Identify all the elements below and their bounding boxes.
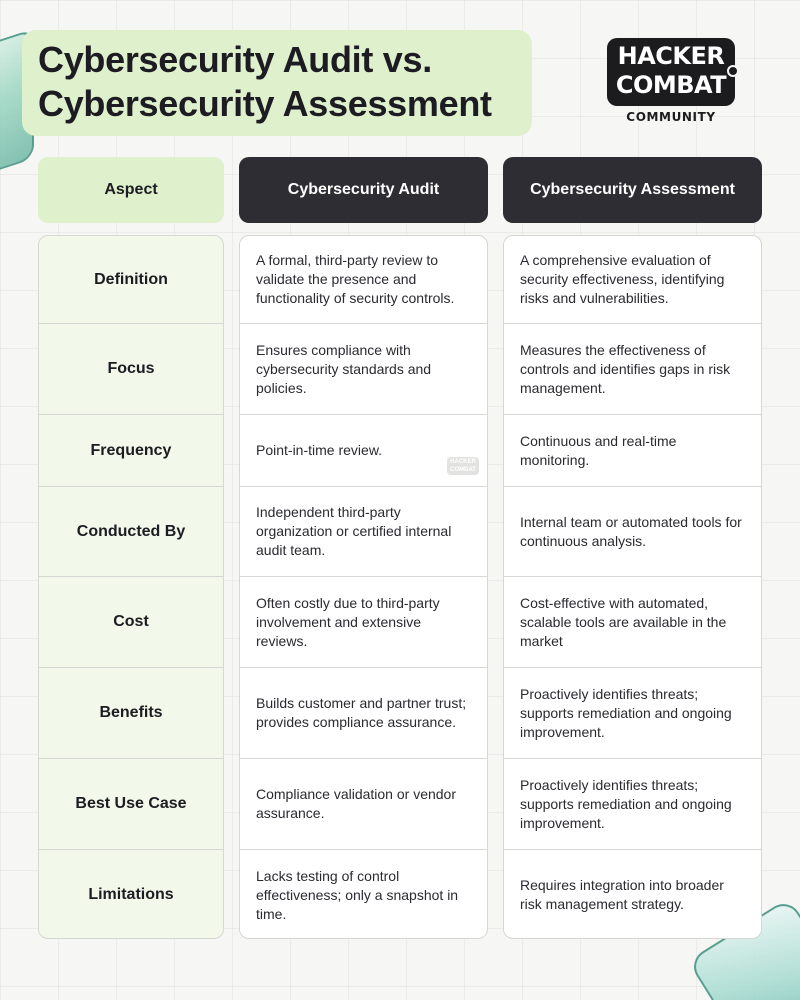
logo-subtitle: COMMUNITY [626, 110, 716, 124]
audit-cell [240, 849, 487, 939]
aspect-cell: Limitations [39, 849, 223, 939]
page-title-line-1: Cybersecurity Audit vs. [38, 39, 432, 80]
header-cybersecurity-audit: Cybersecurity Audit [239, 157, 488, 223]
assessment-cell [504, 758, 761, 849]
aspect-cell: Benefits [39, 667, 223, 758]
aspect-cell: Definition [94, 270, 168, 288]
assessment-cell [504, 323, 761, 414]
assessment-cell-text: Requires integration into broader risk management strategy. [520, 877, 724, 912]
assessment-cell-text: Proactively identifies threats; supports remediation and ongoing improvement. [520, 776, 732, 831]
audit-cell [240, 236, 487, 323]
header-aspect: Aspect [38, 157, 224, 223]
assessment-cell [504, 849, 761, 939]
audit-cell [240, 576, 487, 667]
page-title [22, 30, 532, 136]
audit-cell [240, 323, 487, 414]
assessment-cell [504, 667, 761, 758]
assessment-column [503, 235, 762, 939]
aspect-cell: Cost [39, 576, 223, 667]
audit-cell [240, 667, 487, 758]
audit-column [239, 235, 488, 939]
assessment-cell-text: Cost-effective with automated, scalable tools are available in the market [520, 594, 727, 649]
assessment-cell-text: Internal team or automated tools for continuous analysis. [520, 513, 742, 549]
logo-word-combat: COMBAT [615, 71, 727, 99]
assessment-cell-text: Continuous and real-time monitoring. [520, 432, 677, 468]
aspect-column [38, 235, 224, 939]
assessment-cell [504, 576, 761, 667]
audit-cell-text: Builds customer and partner trust; provides compliance assurance. [256, 695, 467, 730]
page-title-line-2: Cybersecurity Assessment [38, 83, 492, 124]
watermark-word-hacker: HACKER [450, 459, 476, 465]
hacker-combat-logo [604, 38, 738, 128]
audit-cell-text: Ensures compliance with cybersecurity standards and policies. [256, 341, 432, 396]
logo-badge [607, 38, 735, 106]
audit-cell-text: Compliance validation or vendor assurance. [256, 786, 456, 821]
audit-cell-text: Lacks testing of control effectiveness; only a snapshot in time. [256, 867, 459, 922]
aspect-cell: Best Use Case [39, 758, 223, 849]
aspect-cell: Conducted By [39, 486, 223, 576]
audit-cell-text: Independent third-party organization or certified internal audit team. [256, 504, 452, 558]
audit-cell-text: Point-in-time review. [256, 442, 383, 458]
assessment-cell [504, 236, 761, 323]
logo-dot-icon [727, 65, 739, 77]
audit-cell-text: Often costly due to third-party involvement and extensive reviews. [256, 594, 440, 649]
assessment-cell [504, 486, 761, 576]
assessment-cell-text: Proactively identifies threats; supports remediation and ongoing improvement. [520, 685, 732, 740]
audit-cell [240, 486, 487, 576]
header-cybersecurity-assessment: Cybersecurity Assessment [503, 157, 762, 223]
aspect-cell: Frequency [39, 414, 223, 486]
watermark-word-combat: COMBAT [450, 467, 476, 473]
audit-cell-text: A formal, third-party review to validate the presence and functionality of security controls. [256, 252, 455, 306]
aspect-cell: Focus [39, 323, 223, 414]
assessment-cell-text: A comprehensive evaluation of security effectiveness, identifying risks and vulnerabilities. [520, 252, 725, 306]
assessment-cell-text: Measures the effectiveness of controls and identifies gaps in risk management. [520, 341, 731, 396]
watermark-logo [447, 457, 479, 475]
audit-cell [240, 758, 487, 849]
audit-cell [240, 414, 487, 486]
logo-word-hacker: HACKER [617, 42, 725, 70]
assessment-cell [504, 414, 761, 486]
